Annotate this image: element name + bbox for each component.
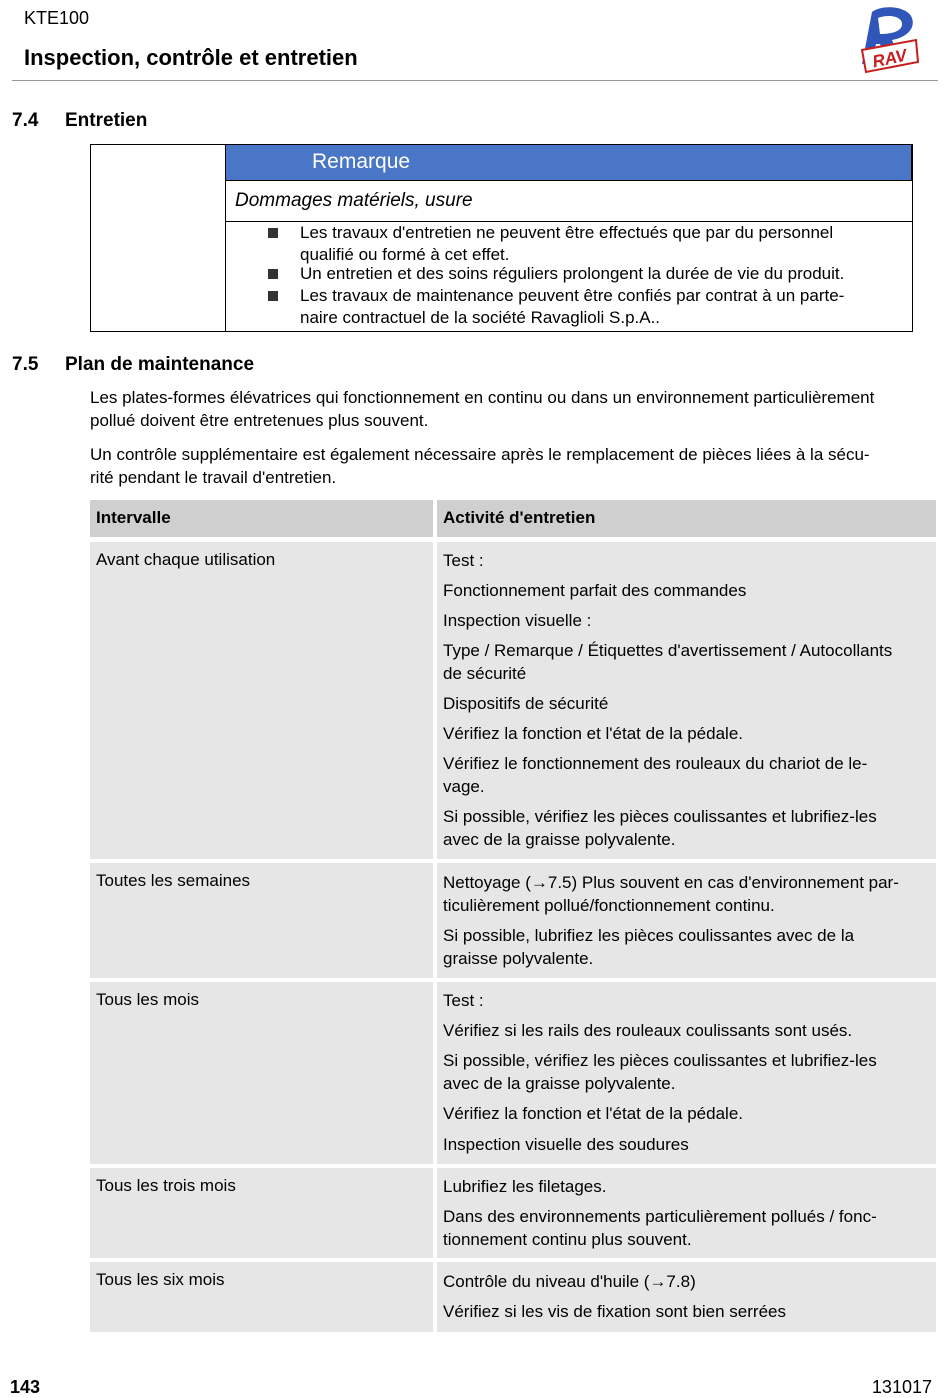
activity-item: Vérifiez si les rails des rouleaux coulissants sont usés.	[443, 1021, 853, 1040]
table-header-activity: Activité d'entretien	[437, 500, 936, 537]
note-bullet-text: Un entretien et des soins réguliers prolongent la durée de vie du produit.	[300, 264, 845, 283]
note-bullet-text: Les travaux d'entretien ne peuvent être effectués que par du personnel qualifié ou formé à cet effet.	[300, 223, 834, 264]
table-cell-interval: Toutes les semaines	[90, 863, 433, 978]
body-paragraph: Un contrôle supplémentaire est également nécessaire après le remplacement de pièces liées à la sécu- rité pendant le travail d'entretien.	[90, 445, 870, 487]
document-title: Inspection, contrôle et entretien	[24, 45, 358, 70]
activity-item: Nettoyage (→7.5) Plus souvent en cas d'environnement par- ticulièrement pollué/fonctionnement continu.	[443, 873, 899, 915]
activity-item: Vérifiez la fonction et l'état de la pédale.	[443, 1104, 743, 1123]
activity-item: Vérifiez si les vis de fixation sont bien serrées	[443, 1302, 786, 1321]
activity-item: Si possible, vérifiez les pièces coulissantes et lubrifiez-les avec de la graisse polyvalente.	[443, 1051, 877, 1093]
rav-logo	[858, 4, 920, 76]
section-number: 7.5	[12, 354, 39, 375]
document-code: 131017	[871, 1377, 932, 1397]
activity-item: Test :	[443, 551, 484, 570]
header-divider	[12, 80, 938, 81]
table-header-interval: Intervalle	[90, 500, 433, 537]
activity-item: Dans des environnements particulièrement pollués / fonc- tionnement continu plus souvent.	[443, 1207, 877, 1249]
note-subtitle: Dommages matériels, usure	[235, 190, 473, 211]
activity-item: Si possible, lubrifiez les pièces coulissantes avec de la graisse polyvalente.	[443, 926, 855, 968]
activity-item: Dispositifs de sécurité	[443, 694, 609, 713]
section-number: 7.4	[12, 110, 39, 131]
note-divider	[225, 181, 226, 331]
activity-item: Test :	[443, 991, 484, 1010]
body-paragraph: Les plates-formes élévatrices qui fonctionnement en continu ou dans un environnement particulièrement pollué doivent être entretenues plus souvent.	[90, 388, 875, 430]
document-model: KTE100	[24, 8, 90, 28]
table-cell-interval: Tous les six mois	[90, 1262, 433, 1332]
bullet-square-icon	[268, 228, 278, 238]
activity-item: Vérifiez la fonction et l'état de la pédale.	[443, 724, 743, 743]
svg-text:RAV: RAV	[870, 45, 909, 72]
page-number: 143	[10, 1377, 41, 1397]
activity-item: Inspection visuelle :	[443, 611, 592, 630]
bullet-square-icon	[268, 269, 278, 279]
table-cell-interval: Tous les trois mois	[90, 1168, 433, 1258]
note-bullet-text: Les travaux de maintenance peuvent être confiés par contrat à un parte- naire contractuel de la société Ravaglioli S.p.A..	[300, 286, 845, 327]
table-cell-interval: Tous les mois	[90, 982, 433, 1164]
section-title: Entretien	[65, 110, 148, 131]
activity-item: Lubrifiez les filetages.	[443, 1177, 607, 1196]
activity-item: Fonctionnement parfait des commandes	[443, 581, 747, 600]
bullet-square-icon	[268, 291, 278, 301]
note-heading: Remarque	[312, 150, 411, 173]
activity-item: Si possible, vérifiez les pièces coulissantes et lubrifiez-les avec de la graisse polyvalente.	[443, 807, 877, 849]
activity-item: Contrôle du niveau d'huile (→7.8)	[443, 1272, 696, 1291]
activity-item: Vérifiez le fonctionnement des rouleaux du chariot de le- vage.	[443, 754, 868, 796]
table-cell-interval: Avant chaque utilisation	[90, 542, 433, 859]
activity-item: Inspection visuelle des soudures	[443, 1135, 689, 1154]
section-title: Plan de maintenance	[65, 354, 255, 375]
activity-item: Type / Remarque / Étiquettes d'avertissement / Autocollants de sécurité	[443, 641, 893, 683]
